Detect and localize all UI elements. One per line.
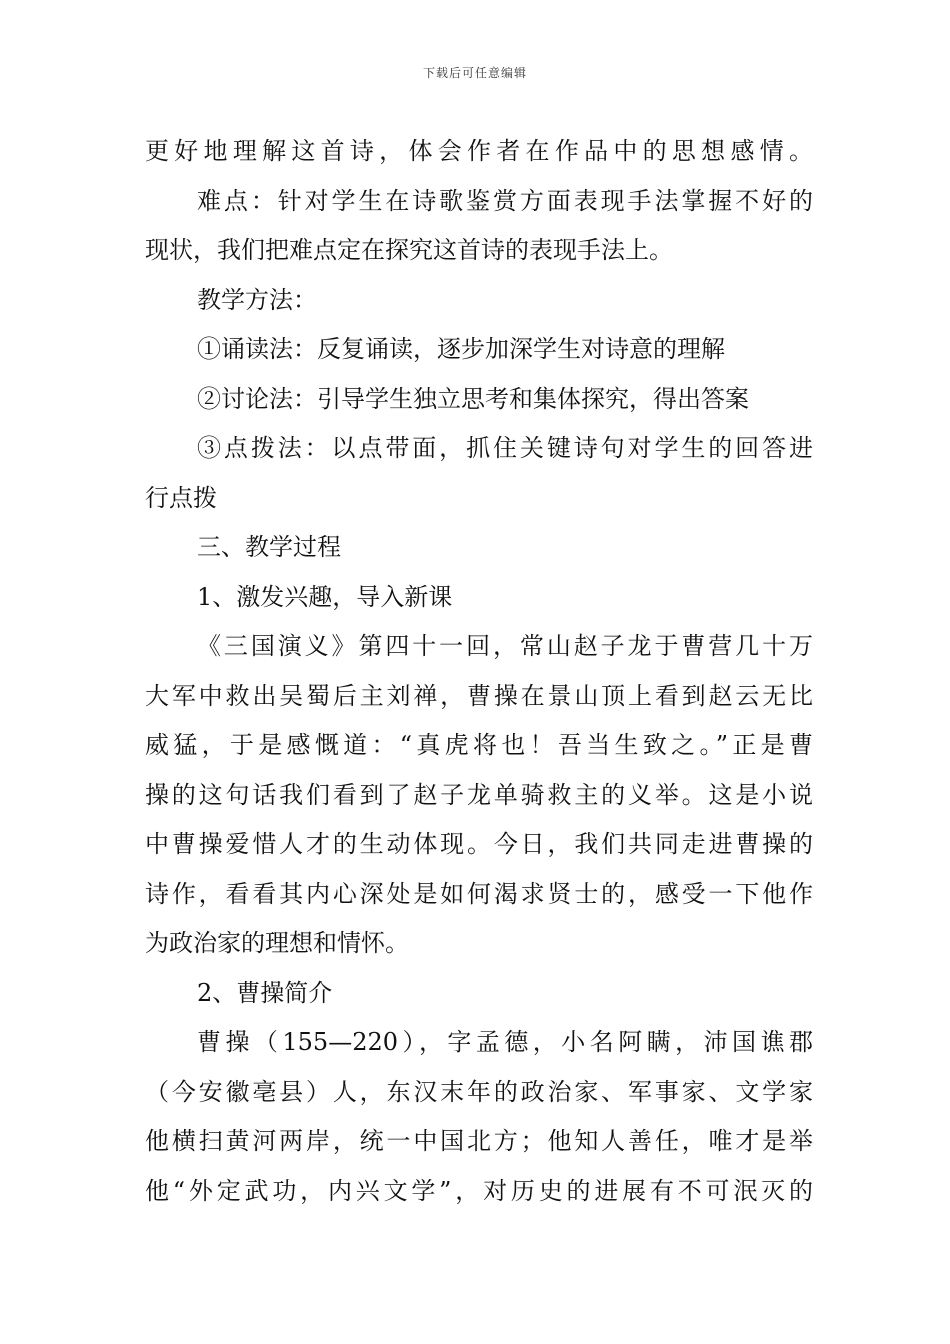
body-line: 他横扫黄河两岸，统一中国北方；他知人善任，唯才是举 [145,1127,813,1155]
method-item-2: ②讨论法：引导学生独立思考和集体探究，得出答案 [197,384,749,413]
body-line: 大军中救出吴蜀后主刘禅，曹操在景山顶上看到赵云无比 [145,681,813,710]
body-line: 中曹操爱惜人才的生动体现。今日，我们共同走进曹操的 [145,830,813,858]
body-line: 现状，我们把难点定在探究这首诗的表现手法上。 [145,236,673,264]
method-item-3: ③点拨法：以点带面，抓住关键诗句对学生的回答进 [197,434,813,462]
page-header: 下载后可任意编辑 [422,66,527,80]
subsection-heading-intro: 1、激发兴趣，导入新课 [197,582,453,611]
body-line: （今安徽亳县）人，东汉末年的政治家、军事家、文学家 [145,1077,813,1106]
subsection-heading-bio: 2、曹操简介 [197,978,333,1007]
section-heading-process: 三、教学过程 [197,533,341,561]
intro-paragraph: 《三国演义》第四十一回，常山赵子龙于曹营几十万 [197,632,813,660]
body-line: 更好地理解这首诗，体会作者在作品中的思想感情。 [145,137,813,165]
body-line: 威猛，于是感慨道：“真虎将也！吾当生致之。”正是曹 [145,731,813,759]
body-line: 为政治家的理想和情怀。 [145,929,409,957]
body-line: 他“外定武功，内兴文学”，对历史的进展有不可泯灭的 [145,1176,813,1205]
section-heading-methods: 教学方法： [197,285,317,314]
body-line: 行点拨 [145,483,217,512]
bio-paragraph: 曹操（155—220），字孟德，小名阿瞒，沛国谯郡 [197,1028,813,1056]
method-item-1: ①诵读法：反复诵读，逐步加深学生对诗意的理解 [197,335,725,363]
difficulty-paragraph: 难点：针对学生在诗歌鉴赏方面表现手法掌握不好的 [197,186,813,215]
document-body [145,127,813,1216]
body-line: 诗作，看看其内心深处是如何渴求贤士的，感受一下他作 [145,879,813,908]
body-line: 操的这句话我们看到了赵子龙单骑救主的义举。这是小说 [145,780,813,809]
